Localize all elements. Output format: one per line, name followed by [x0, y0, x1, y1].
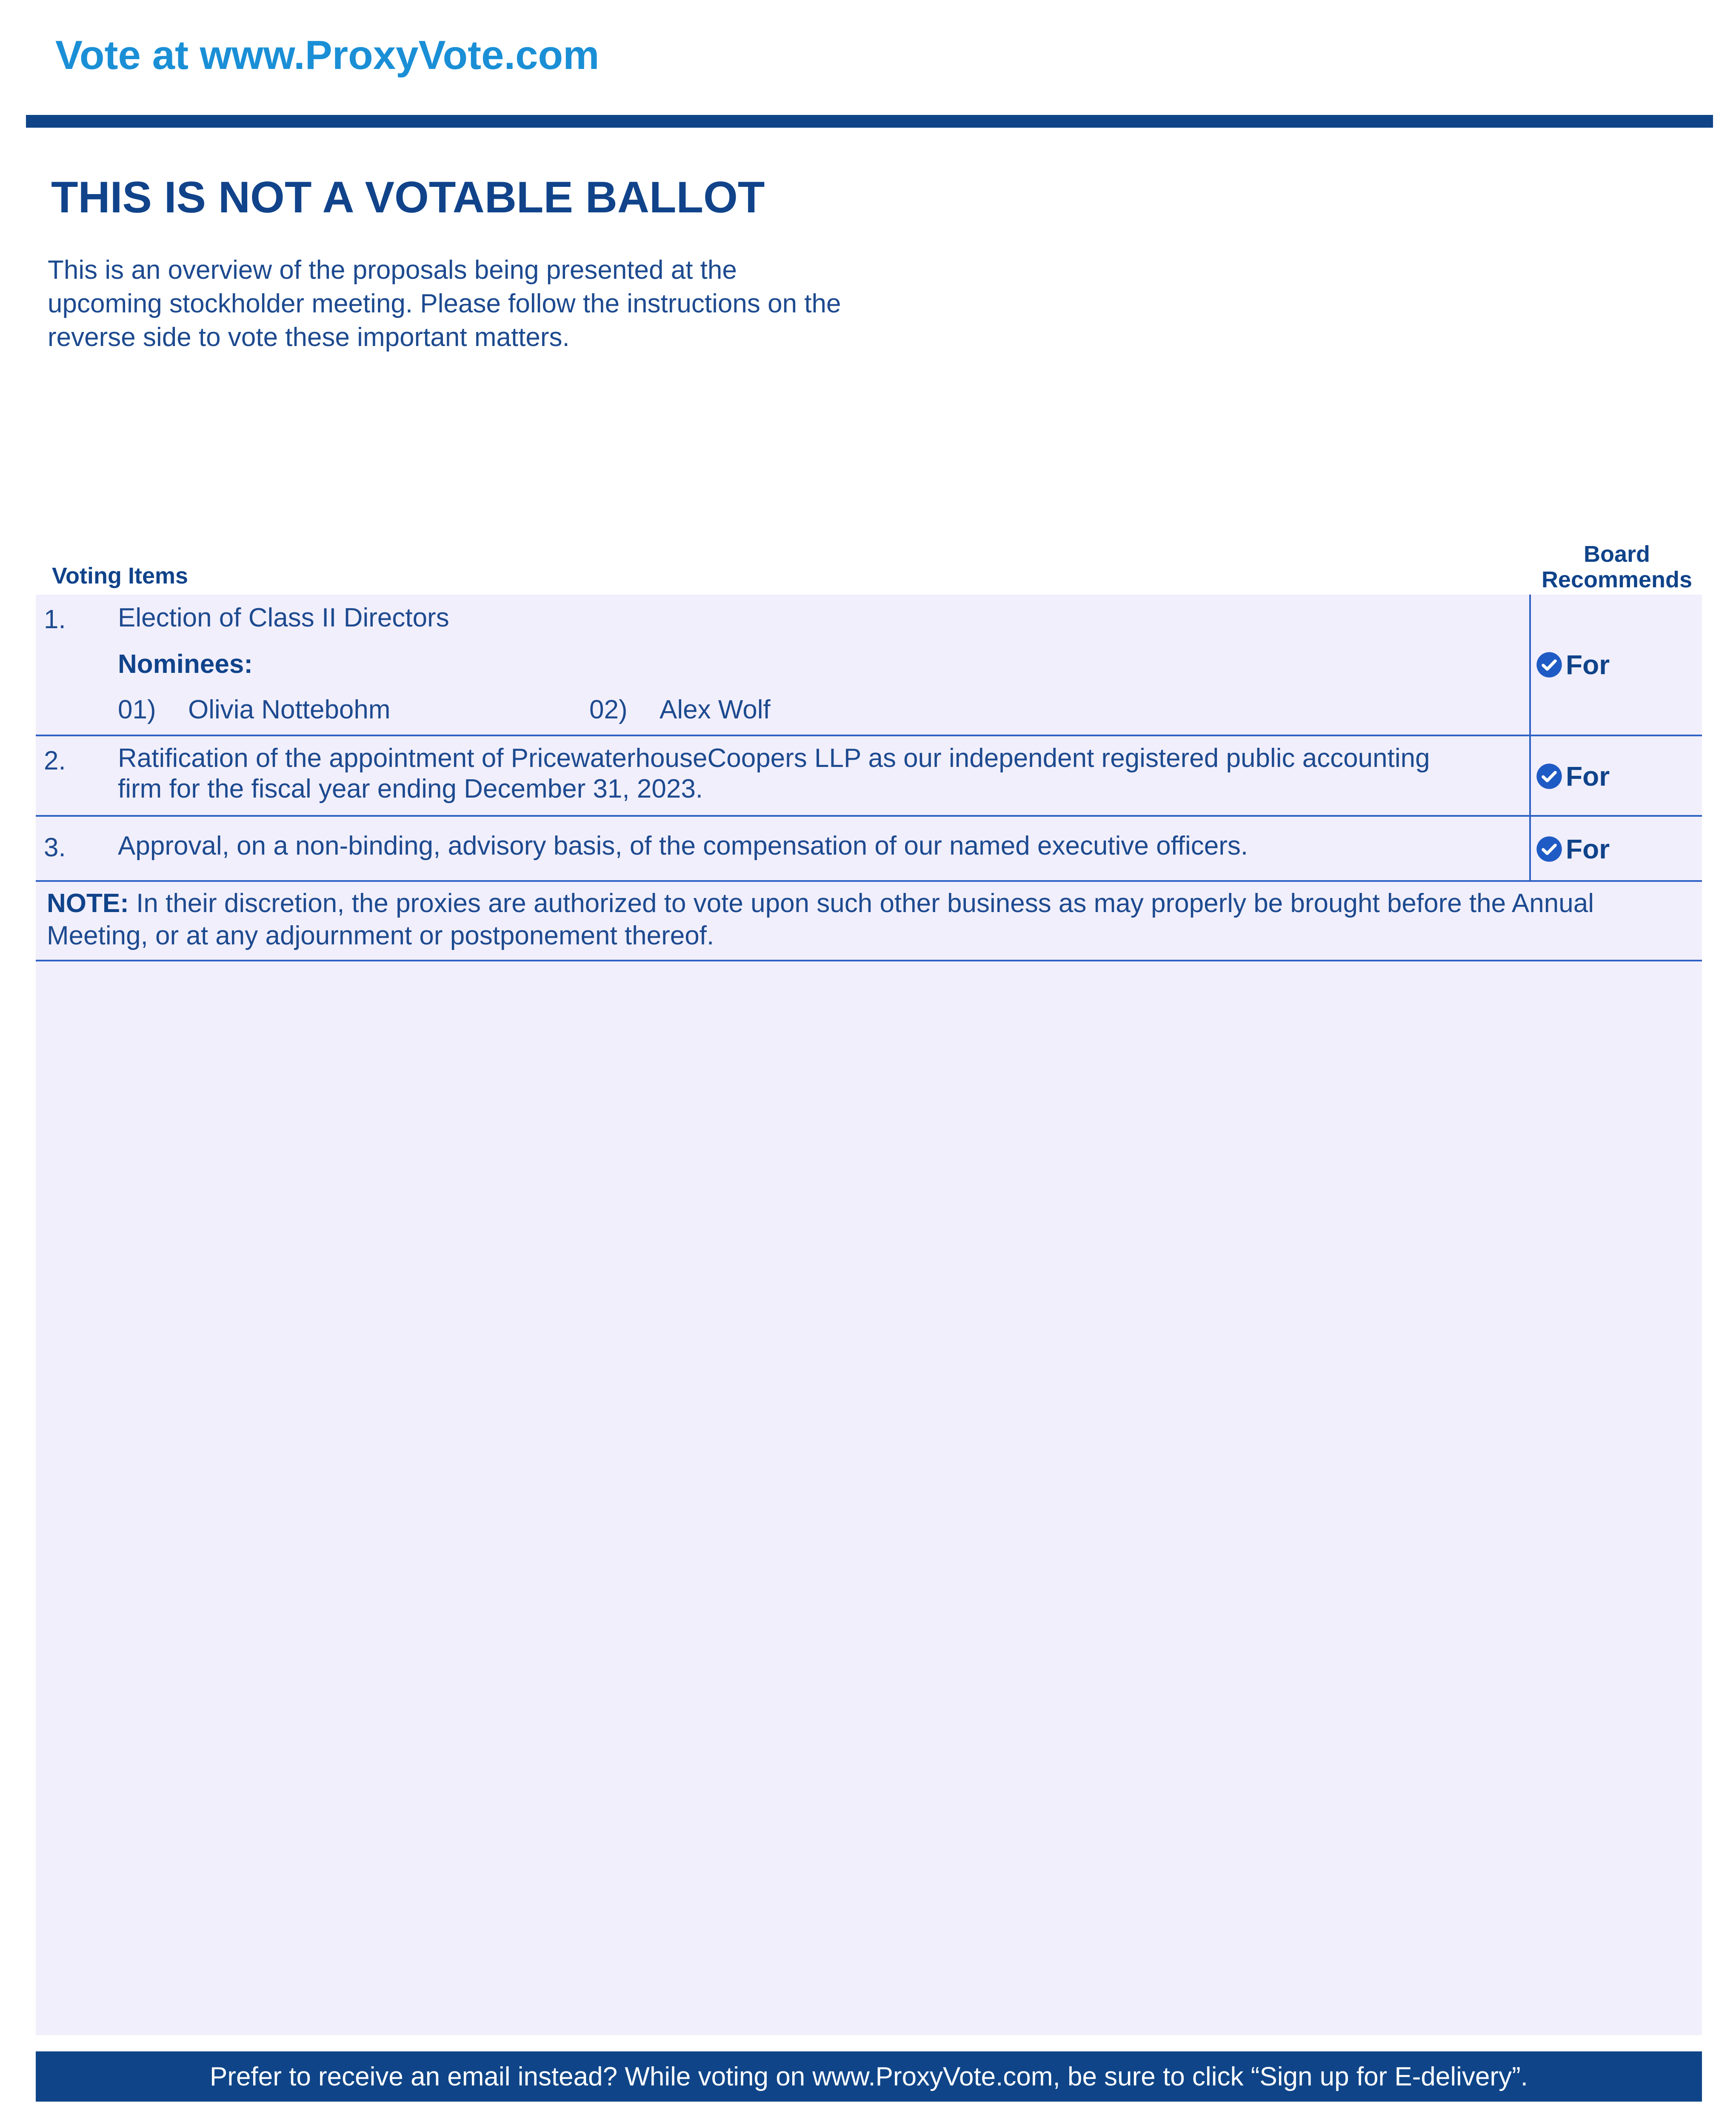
row-divider [36, 735, 1702, 736]
recommendation-label: For [1566, 761, 1610, 792]
column-divider [1529, 817, 1531, 881]
note-label: NOTE: [47, 889, 129, 918]
item-number: 2. [44, 746, 66, 775]
check-circle-icon [1536, 763, 1562, 789]
footer-text: Prefer to receive an email instead? While voting on www.ProxyVote.com, be sure to click “Sign up for E-delivery”. [210, 2062, 1528, 2091]
ballot-panel [36, 595, 1702, 2035]
item-number: 1. [44, 605, 66, 634]
item-number: 3. [44, 833, 66, 862]
row-divider [36, 880, 1702, 882]
nominee-number: 02) [589, 695, 628, 724]
column-divider [1529, 595, 1531, 735]
recommendation [1536, 761, 1610, 792]
column-header-voting-items: Voting Items [52, 563, 188, 589]
row-divider [36, 815, 1702, 817]
item-text: Approval, on a non-binding, advisory basis, of the compensation of our named executive officers. [118, 831, 1248, 861]
note-text [47, 887, 1698, 952]
note-body: In their discretion, the proxies are authorized to vote upon such other business as may properly be brought before the Annual Meeting, or at any adjournment or postponement thereof. [47, 889, 1594, 950]
recommends-label: Recommends [1541, 567, 1693, 592]
recommendation [1536, 833, 1610, 865]
item-text-line-2: firm for the fiscal year ending December 31, 2023. [118, 774, 703, 804]
row-divider [36, 960, 1702, 961]
nominee-name: Olivia Nottebohm [188, 695, 391, 724]
column-header-board-recommends [1523, 541, 1710, 592]
nominees-label: Nominees: [118, 649, 253, 679]
item-text-line-1: Ratification of the appointment of PricewaterhouseCoopers LLP as our independent registered public accounting [118, 744, 1430, 773]
footer-banner [36, 2051, 1702, 2102]
intro-paragraph: This is an overview of the proposals being presented at the upcoming stockholder meeting. Please follow the instructions on the reverse side to vote these important matters. [48, 255, 841, 352]
recommendation-label: For [1566, 649, 1610, 680]
page-title: THIS IS NOT A VOTABLE BALLOT [51, 173, 765, 222]
recommendation [1536, 649, 1610, 681]
item-text: Election of Class II Directors [118, 603, 449, 632]
check-circle-icon [1536, 652, 1562, 678]
check-circle-icon [1536, 836, 1562, 862]
nominee-name: Alex Wolf [660, 695, 771, 724]
recommendation-label: For [1566, 834, 1610, 864]
column-divider [1529, 736, 1531, 815]
board-label: Board [1583, 541, 1650, 567]
header-divider [26, 115, 1713, 128]
vote-link[interactable]: Vote at www.ProxyVote.com [55, 32, 600, 78]
nominee-number: 01) [118, 695, 156, 724]
